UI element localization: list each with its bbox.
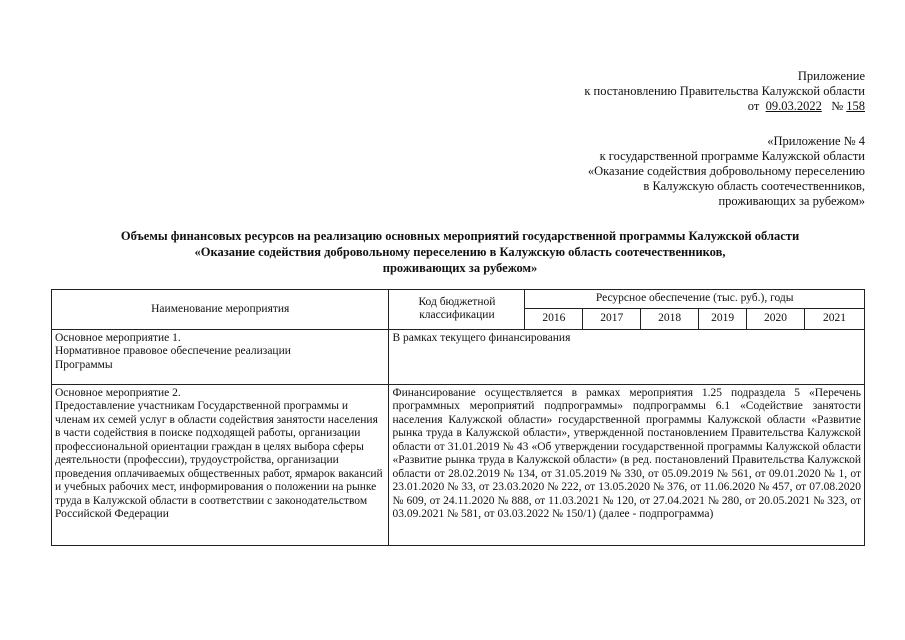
appendix-program-line: «Приложение № 4 — [767, 134, 865, 148]
header-year: 2020 — [747, 308, 805, 329]
header-year: 2016 — [525, 308, 583, 329]
appendix-program-header — [588, 134, 865, 209]
row-financing-cell: В рамках текущего финансирования — [389, 329, 865, 384]
header-resources: Ресурсное обеспечение (тыс. руб.), годы — [525, 290, 865, 309]
row-name-cell — [52, 384, 389, 545]
appendix-program-line: в Калужскую область соотечественников, — [643, 179, 865, 193]
document-title-line: проживающих за рубежом» — [382, 261, 538, 275]
row-name-line: Основное мероприятие 1. — [55, 331, 181, 344]
header-budget-code: Код бюджетной классификации — [389, 290, 525, 330]
row-name-cell — [52, 329, 389, 384]
table-row — [52, 329, 865, 384]
number-prefix: № — [831, 99, 844, 113]
appendix-program-line: к государственной программе Калужской области — [599, 149, 865, 163]
appendix-header — [584, 69, 865, 114]
row-name-line: Предоставление участникам Государственной программы и членам их семей услуг в области содействия занятости населения в части содействия в поиске подходящей работы, организации профессиональной ориентации граждан в целях выбора сферы деятельности (профессии), трудоустройства, организации проведения оплачиваемых общественных работ, ярмарок вакансий и учебных рабочих мест, информирования о положении на рынке труда в Калужской области в соответствии с законодательством Российской Федерации — [55, 400, 383, 520]
appendix-title: Приложение — [797, 69, 865, 83]
row-name-line: Нормативное правовое обеспечение реализации — [55, 345, 291, 357]
document-title-line: Объемы финансовых ресурсов на реализацию основных мероприятий государственной программы Калужской области — [120, 229, 800, 243]
date-prefix: от — [747, 99, 760, 113]
financing-table — [51, 289, 865, 546]
row-name-line: Программы — [55, 358, 113, 371]
header-year: 2018 — [641, 308, 699, 329]
resolution-number: 158 — [846, 99, 865, 113]
document-title — [60, 228, 860, 276]
header-year: 2021 — [805, 308, 865, 329]
header-year: 2017 — [583, 308, 641, 329]
header-year: 2019 — [699, 308, 747, 329]
appendix-program-line: «Оказание содействия добровольному переселению — [587, 164, 865, 178]
resolution-date: 09.03.2022 — [765, 99, 822, 113]
table-header-row — [52, 290, 865, 309]
appendix-resolution: к постановлению Правительства Калужской области — [584, 84, 865, 98]
appendix-date-line — [584, 99, 865, 114]
table-row — [52, 384, 865, 545]
row-name-line: Основное мероприятие 2. — [55, 386, 181, 399]
row-financing-cell: Финансирование осуществляется в рамках мероприятия 1.25 подраздела 5 «Перечень программных мероприятий подпрограммы» подпрограммы 6.1 «Содействие занятости населения Калужской области» государственной программы Калужской области «Развитие рынка труда в Калужской области», утвержденной постановлением Правительства Калужской области от 31.01.2019 № 43 «Об утверждении государственной программы Калужской области «Развитие рынка труда в Калужской области» (в ред. постановлений Правительства Калужской области от 28.02.2019 № 134, от 31.05.2019 № 330, от 05.09.2019 № 561, от 09.01.2020 № 1, от 23.01.2020 № 33, от 23.03.2020 № 222, от 13.05.2020 № 376, от 11.06.2020 № 457, от 07.08.2020 № 609, от 24.11.2020 № 888, от 11.03.2021 № 120, от 27.04.2021 № 280, от 20.05.2021 № 323, от 03.09.2021 № 581, от 03.03.2022 № 150/1) (далее - подпрограмма) — [389, 384, 865, 545]
header-name: Наименование мероприятия — [52, 290, 389, 330]
appendix-program-line: проживающих за рубежом» — [718, 194, 865, 208]
document-title-line: «Оказание содействия добровольному переселению в Калужскую область соотечественников, — [194, 245, 726, 259]
